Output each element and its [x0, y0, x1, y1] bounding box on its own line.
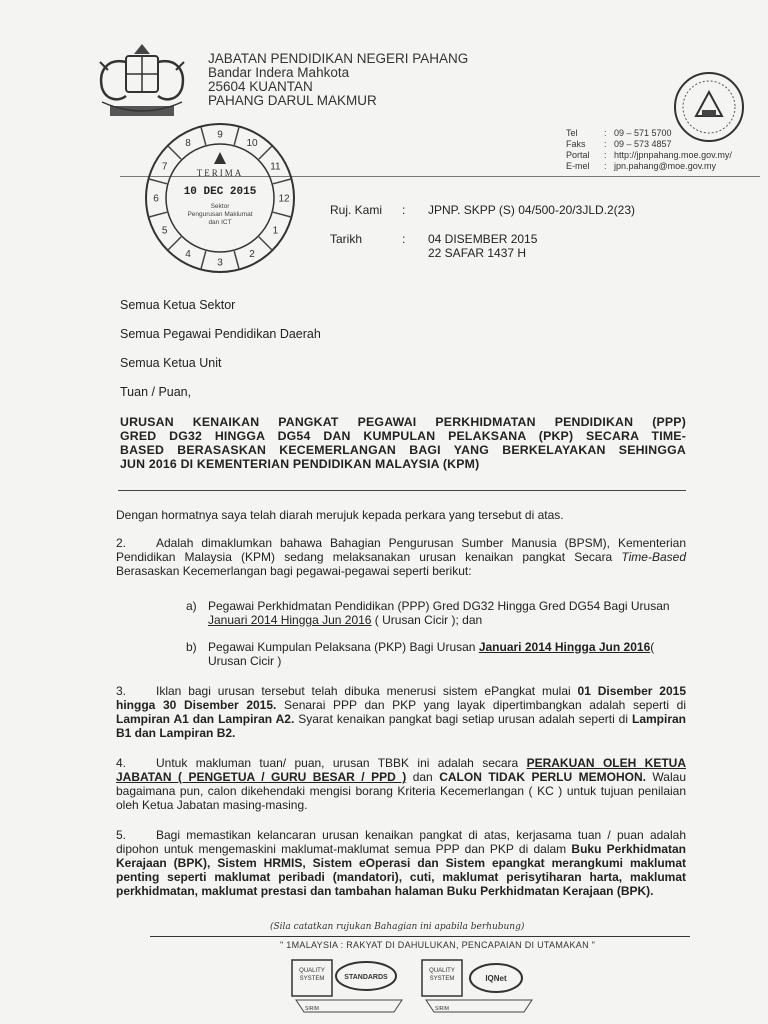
stamp-ring-number: 2	[249, 248, 255, 260]
stamp-date: 10 DEC 2015	[183, 186, 257, 198]
stamp-ring-tick	[234, 251, 239, 268]
stamp-ring-number: 8	[185, 138, 191, 150]
paragraph-number: 4.	[116, 756, 127, 770]
subject-heading	[120, 415, 686, 471]
stamp-ring-tick	[168, 237, 181, 250]
svg-text:QUALITY: QUALITY	[299, 968, 325, 974]
stamp-sub-2: Pengurusan Maklumat	[187, 211, 253, 218]
recipient-3: Semua Ketua Unit	[120, 356, 222, 370]
subject-line: BASED BERASASKAN KECEMERLANGAN BAGI YANG BERKELAYAKAN SEHINGGA	[120, 443, 686, 457]
stamp-ring-tick	[273, 179, 290, 184]
contact-row: E-mel : jpn.pahang@moe.gov.my	[566, 161, 717, 171]
stamp-ring-tick	[168, 146, 181, 159]
paragraph-4: 4. Untuk makluman tuan/ puan, urusan TBBK ini adalah secara PERAKUAN OLEH KETUA JABATAN ( PENGETUA / GURU BESAR / PPD ) dan CALON TIDAK PERLU MEMOHON. Walau bagaimana pun, calon dikehendaki mengisi borang Kriteria Kecemerlangan ( KC ) untuk tujuan penilaian oleh Ketua Jabatan masing-masing.	[116, 756, 686, 812]
paragraph-2: 2. Adalah dimaklumkan bahawa Bahagian Pengurusan Sumber Manusia (BPSM), Kementerian Pendidikan Malaysia (KPM) sedang melaksanakan urusan kenaikan pangkat Secara Time-Based Berasaskan Kecemerlangan bagi pegawai-pegawai seperti berikut:	[116, 536, 686, 578]
stamp-ring-number: 11	[270, 161, 281, 173]
date-value-2: 22 SAFAR 1437 H	[428, 246, 527, 260]
svg-text:IQNet: IQNet	[485, 974, 507, 983]
stamp-ring-number: 6	[153, 193, 159, 205]
contact-row: Tel : 09 – 571 5700	[566, 128, 672, 138]
contact-label: Portal	[566, 150, 590, 160]
footer-note: (Sila catatkan rujukan Bahagian ini apabila berhubung)	[270, 922, 525, 932]
contact-value: http://jpnpahang.moe.gov.my/	[614, 150, 732, 160]
contact-row: Portal : http://jpnpahang.moe.gov.my/	[566, 150, 732, 160]
stamp-ring-tick	[259, 146, 272, 159]
contact-value: 09 – 571 5700	[614, 128, 672, 138]
stamp-ring-number: 10	[246, 138, 258, 150]
stamp-ring-number: 12	[278, 193, 290, 205]
svg-text:SYSTEM: SYSTEM	[299, 976, 325, 982]
subject-line: JUN 2016 DI KEMENTERIAN PENDIDIKAN MALAYSIA (KPM)	[120, 457, 480, 471]
subject-divider	[118, 490, 686, 491]
paragraph-number: 2.	[116, 536, 127, 550]
quality-standards-logo	[290, 956, 420, 1016]
stamp-ring-number: 3	[217, 257, 223, 269]
stamp-ring-number: 4	[185, 248, 191, 260]
contact-label: Tel	[566, 128, 578, 138]
paragraph-number: 3.	[116, 684, 127, 698]
svg-text:SIRIM: SIRIM	[305, 1006, 319, 1012]
letterhead	[208, 52, 468, 108]
contact-block	[566, 128, 732, 172]
svg-text:STANDARDS: STANDARDS	[344, 974, 388, 981]
paragraph-5: 5. Bagi memastikan kelancaran urusan kenaikan pangkat di atas, kerjasama tuan / puan adalah dipohon untuk mengemaskini maklumat-maklumat semua PPP dan PKP di dalam Buku Perkhidmatan Kerajaan (BPK), Sistem HRMIS, Sistem eOperasi dan Sistem epangkat merangkumi maklumat penting seperti maklumat peribadi (mandatori), cuti, maklumat perisytiharan harta, maklumat perkhidmatan, maklumat prestasi dan tambahan halaman Buku Perkhidmatan Kerajaan (BPK).	[116, 828, 686, 898]
ruj-label: Ruj. Kami	[330, 203, 383, 217]
reference-row: Ruj. Kami : JPNP. SKPP (S) 04/500-20/3JLD.2(23)	[330, 203, 635, 217]
stamp-ring-tick	[201, 251, 206, 268]
stamp-sub-1: Sektor	[210, 203, 230, 210]
contact-value: jpn.pahang@moe.gov.my	[614, 161, 717, 171]
svg-text:QUALITY: QUALITY	[429, 968, 455, 974]
contact-label: E-mel	[566, 161, 590, 171]
date-label: Tarikh	[330, 232, 363, 246]
iqnet-logo	[420, 956, 550, 1016]
footer-divider	[150, 936, 690, 937]
list-item-b: b) Pegawai Kumpulan Pelaksana (PKP) Bagi Urusan Januari 2014 Hingga Jun 2016( Urusan Cicir )	[186, 640, 655, 668]
subject-line: GRED DG32 HINGGA DG54 DAN KUMPULAN PELAKSANA (PKP) SECARA TIME-	[120, 429, 686, 443]
address-line-2: 25604 KUANTAN	[208, 79, 313, 94]
stamp-ring-number: 1	[272, 225, 279, 237]
contact-value: 09 – 573 4857	[614, 139, 672, 149]
list-item-a: a) Pegawai Perkhidmatan Pendidikan (PPP) Gred DG32 Hingga Gred DG54 Bagi Urusan Januari 2014 Hingga Jun 2016 ( Urusan Cicir ); dan	[186, 599, 670, 627]
svg-text:SIRIM: SIRIM	[435, 1006, 449, 1012]
stamp-ring-number: 7	[161, 161, 168, 173]
svg-text:SYSTEM: SYSTEM	[429, 976, 455, 982]
ruj-value: JPNP. SKPP (S) 04/500-20/3JLD.2(23)	[428, 203, 635, 217]
date-value-1: 04 DISEMBER 2015	[428, 232, 538, 246]
stamp-ring-number: 9	[217, 129, 223, 141]
org-name: JABATAN PENDIDIKAN NEGERI PAHANG	[208, 51, 469, 66]
received-stamp	[140, 118, 300, 278]
paragraph-3: 3. Iklan bagi urusan tersebut telah dibuka menerusi sistem ePangkat mulai 01 Disember 2015 hingga 30 Disember 2015. Senarai PPP dan PKP yang layak dipertimbangkan adalah seperti di Lampiran A1 dan Lampiran A2. Syarat kenaikan pangkat bagi setiap urusan adalah seperti di Lampiran B1 dan Lampiran B2.	[116, 684, 686, 740]
subject-line: URUSAN KENAIKAN PANGKAT PEGAWAI PERKHIDMATAN PENDIDIKAN (PPP)	[120, 415, 686, 429]
contact-label: Faks	[566, 139, 586, 149]
item-label: b)	[186, 640, 197, 654]
contact-row: Faks : 09 – 573 4857	[566, 139, 672, 149]
address-line-3: PAHANG DARUL MAKMUR	[208, 93, 377, 108]
coat-of-arms-icon	[88, 40, 196, 126]
paragraph-number: 5.	[116, 828, 127, 842]
stamp-ring-tick	[259, 237, 272, 250]
recipient-2: Semua Pegawai Pendidikan Daerah	[120, 327, 321, 341]
salutation: Tuan / Puan,	[120, 385, 192, 399]
stamp-ring-tick	[150, 179, 167, 184]
stamp-ring-tick	[273, 212, 290, 217]
stamp-ring-tick	[234, 128, 239, 145]
opening-paragraph: Dengan hormatnya saya telah diarah merujuk kepada perkara yang tersebut di atas.	[116, 508, 564, 522]
address-line-1: Bandar Indera Mahkota	[208, 65, 350, 80]
date-row: Tarikh : 04 DISEMBER 2015	[330, 232, 538, 246]
recipient-1: Semua Ketua Sektor	[120, 298, 236, 312]
footer-motto: " 1MALAYSIA : RAKYAT DI DAHULUKAN, PENCAPAIAN DI UTAMAKAN "	[280, 940, 596, 950]
stamp-title: TERIMA	[196, 168, 244, 178]
stamp-ring-tick	[201, 128, 206, 145]
stamp-sub-3: dan ICT	[208, 219, 232, 226]
item-label: a)	[186, 599, 197, 613]
stamp-ring-tick	[150, 212, 167, 217]
stamp-ring-number: 5	[161, 225, 168, 237]
